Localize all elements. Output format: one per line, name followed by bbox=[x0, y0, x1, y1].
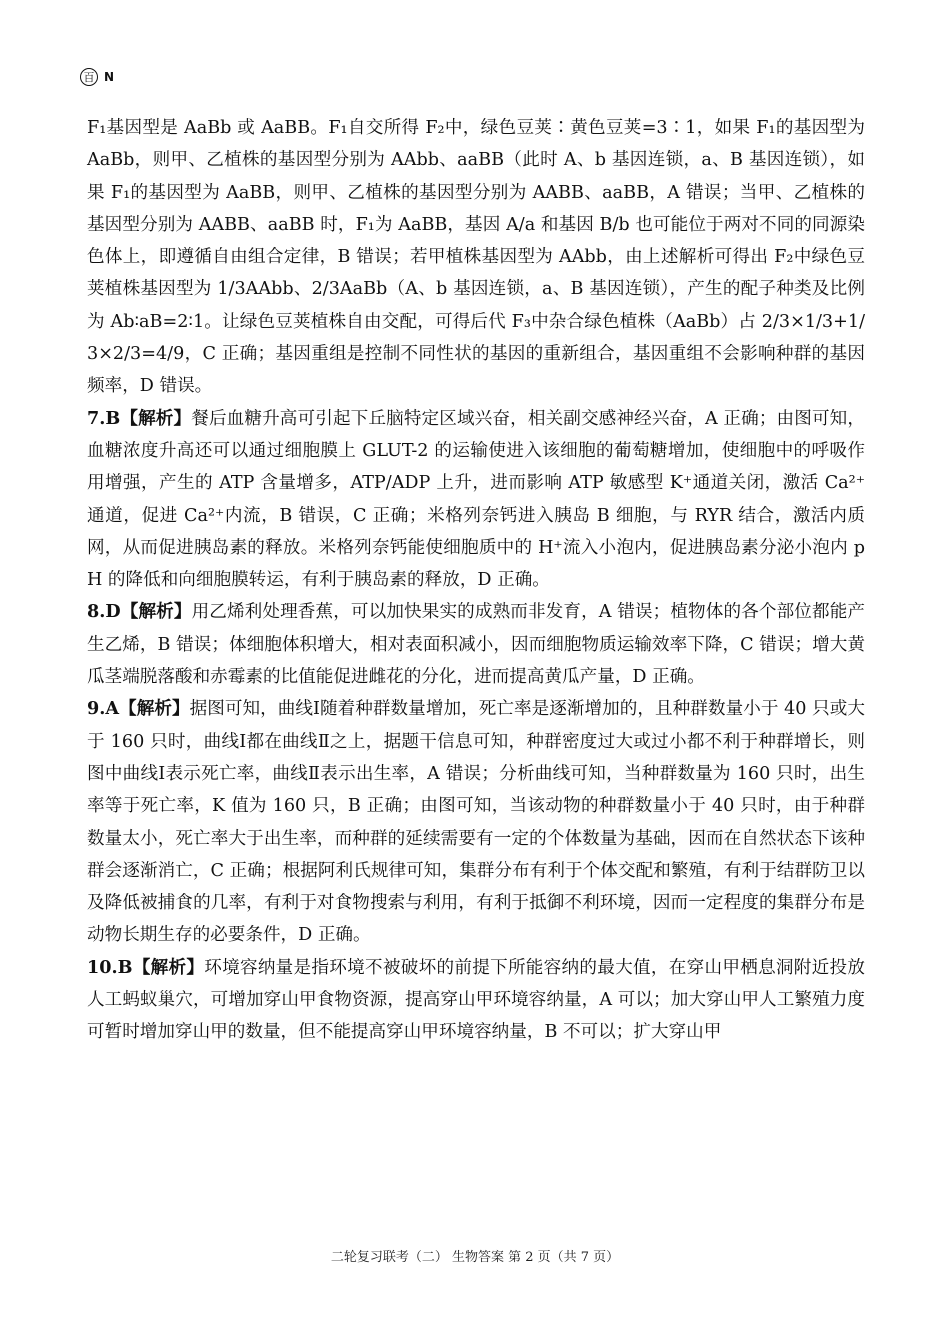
paragraph-text: 环境容纳量是指环境不被破坏的前提下所能容纳的最大值，在穿山甲栖息洞附近投放人工蚂蚁巢穴，可增加穿山甲食物资源，提高穿山甲环境容纳量，A 可以；加大穿山甲人工繁殖力度可暂时增加穿山甲的数量，但不能提高穿山甲环境容纳量，B 不可以；扩大穿山甲 bbox=[87, 957, 865, 1043]
answer-label: 9.A【解析】 bbox=[87, 698, 190, 720]
logo-letter: N bbox=[104, 70, 115, 84]
logo bbox=[80, 68, 114, 86]
answer-label: 8.D【解析】 bbox=[87, 601, 192, 623]
paragraph-answer-9 bbox=[87, 693, 865, 951]
page-footer: 二轮复习联考（二） 生物答案 第 2 页（共 7 页） bbox=[330, 1250, 620, 1265]
logo-circle-icon: 百 bbox=[80, 68, 98, 86]
paragraph-f1-genotype bbox=[87, 112, 865, 403]
paragraph-answer-10 bbox=[87, 952, 865, 1049]
answer-label: 10.B【解析】 bbox=[87, 956, 205, 978]
paragraph-text: F₁基因型是 AaBb 或 AaBB。F₁自交所得 F₂中，绿色豆荚∶黄色豆荚=3∶1，如果 F₁的基因型为 AaBb，则甲、乙植株的基因型分别为 AAbb、aaBB（此时 A、b 基因连锁，a、B 基因连锁），如果 F₁的基因型为 AaBB，则甲、乙植株的基因型分别为 AABB、aaBB，A 错误；当甲、乙植株的基因型分别为 AABB、aaBB 时，F₁为 AaBB，基因 A/a 和基因 B/b 也可能位于两对不同的同源染色体上，即遵循自由组合定律，B 错误；若甲植株基因型为 AAbb，由上述解析可得出 F₂中绿色豆荚植株基因型为 1/3AAbb、2/3AaBb（A、b 基因连锁，a、B 基因连锁），产生的配子种类及比例为 Ab∶aB=2∶1。让绿色豆荚植株自由交配，可得后代 F₃中杂合绿色植株（AaBb）占 2/3×1/3+1/3×2/3=4/9，C 正确；基因重组是控制不同性状的基因的重新组合，基因重组不会影响种群的基因频率，D 错误。 bbox=[87, 118, 865, 397]
paragraph-answer-7 bbox=[87, 403, 865, 597]
paragraph-answer-8 bbox=[87, 596, 865, 693]
paragraph-text: 据图可知，曲线Ⅰ随着种群数量增加，死亡率是逐渐增加的，且种群数量小于 40 只或大于 160 只时，曲线Ⅰ都在曲线Ⅱ之上，据题干信息可知，种群密度过大或过小都不利于种群增长，则图中曲线Ⅰ表示死亡率，曲线Ⅱ表示出生率，A 错误；分析曲线可知，当种群数量为 160 只时，出生率等于死亡率，K 值为 160 只，B 正确；由图可知，当该动物的种群数量小于 40 只时，由于种群数量太小，死亡率大于出生率，而种群的延续需要有一定的个体数量为基础，因而在自然状态下该种群会逐渐消亡，C 正确；根据阿利氏规律可知，集群分布有利于个体交配和繁殖，有利于结群防卫以及降低被捕食的几率，有利于对食物搜索与利用，有利于抵御不利环境，因而一定程度的集群分布是动物长期生存的必要条件，D 正确。 bbox=[87, 699, 865, 946]
paragraph-text: 餐后血糖升高可引起下丘脑特定区域兴奋，相关副交感神经兴奋，A 正确；由图可知，血糖浓度升高还可以通过细胞膜上 GLUT-2 的运输使进入该细胞的葡萄糖增加，使细胞中的呼吸作用增强，产生的 ATP 含量增多，ATP/ADP 上升，进而影响 ATP 敏感型 K⁺通道关闭，激活 Ca²⁺通道，促进 Ca²⁺内流，B 错误，C 正确；米格列奈钙进入胰岛 B 细胞，与 RYR 结合，激活内质网，从而促进胰岛素的释放。米格列奈钙能使细胞质中的 H⁺流入小泡内，促进胰岛素分泌小泡内 pH 的降低和向细胞膜转运，有利于胰岛素的释放，D 正确。 bbox=[87, 408, 865, 591]
paragraph-text: 用乙烯利处理香蕉，可以加快果实的成熟而非发育，A 错误；植物体的各个部位都能产生乙烯，B 错误；体细胞体积增大，相对表面积减小，因而细胞物质运输效率下降，C 错误；增大黄瓜茎端脱落酸和赤霉素的比值能促进雌花的分化，进而提高黄瓜产量，D 正确。 bbox=[87, 602, 865, 688]
answer-label: 7.B【解析】 bbox=[87, 407, 192, 429]
answer-content bbox=[87, 112, 865, 1049]
